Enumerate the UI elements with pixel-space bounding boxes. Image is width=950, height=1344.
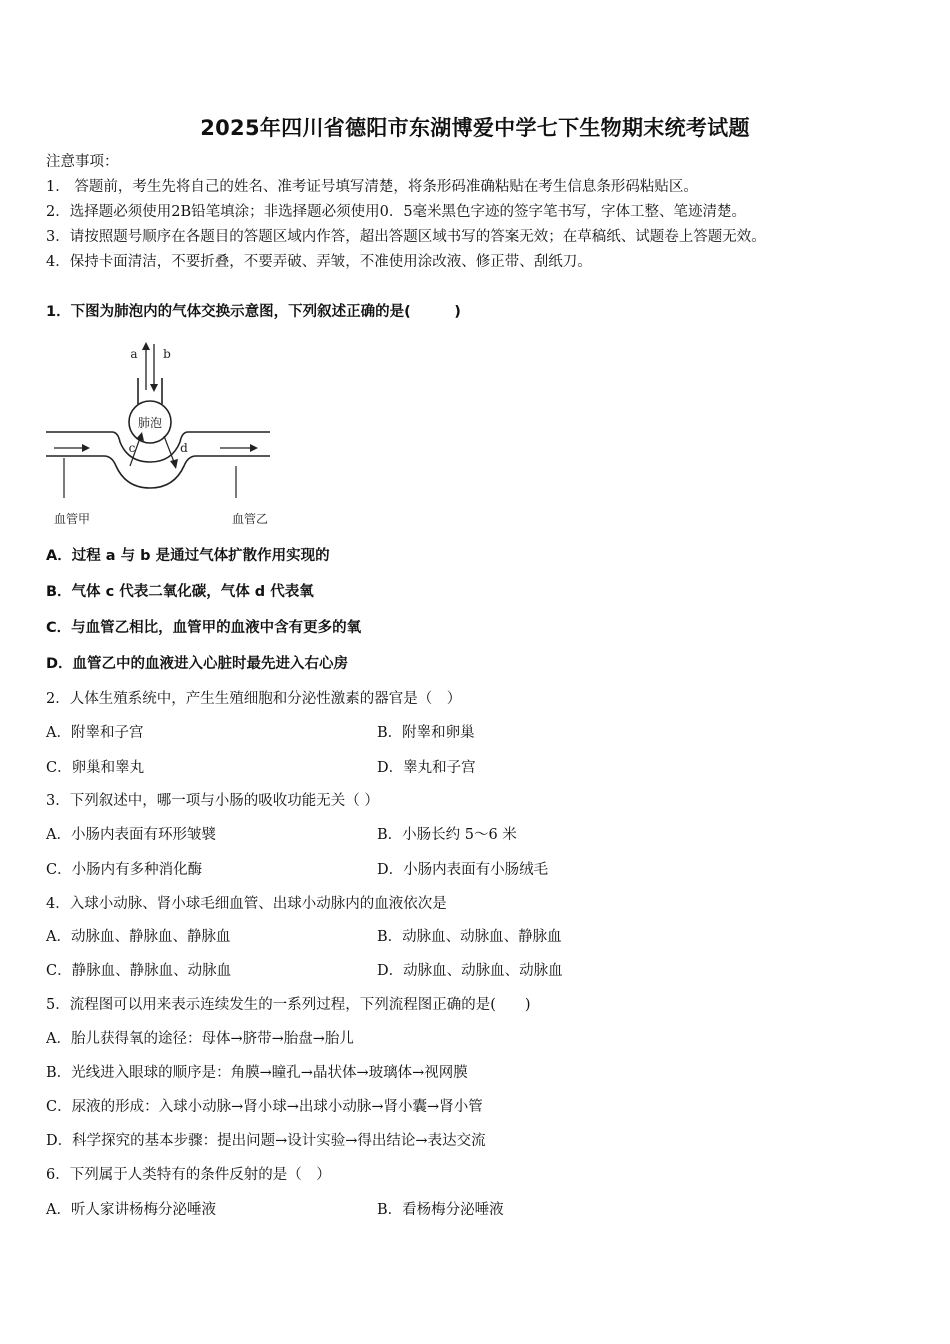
question-6-option-b: B．看杨梅分泌唾液 [377, 1202, 504, 1218]
question-1-option-b: B．气体 c 代表二氧化碳，气体 d 代表氧 [46, 584, 314, 600]
notice-item: 3．请按照题号顺序在各题目的答题区域内作答，超出答题区域书写的答案无效；在草稿纸、试题卷上答题无效。 [46, 229, 766, 245]
question-5-option-d: D．科学探究的基本步骤：提出问题→设计实验→得出结论→表达交流 [46, 1133, 486, 1149]
question-6-stem: 6．下列属于人类特有的条件反射的是（ ） [46, 1167, 331, 1183]
question-4-option-c: C．静脉血、静脉血、动脉血 [46, 963, 232, 979]
question-5-option-c: C．尿液的形成：入球小动脉→肾小球→出球小动脉→肾小囊→肾小管 [46, 1099, 483, 1115]
page-title: 2025年四川省德阳市东湖博爱中学七下生物期末统考试题 [200, 116, 750, 140]
label-b: b [163, 347, 171, 361]
question-5-stem: 5．流程图可以用来表示连续发生的一系列过程，下列流程图正确的是( ) [46, 997, 531, 1013]
notice-item: 4．保持卡面清洁，不要折叠，不要弄破、弄皱，不准使用涂改液、修正带、刮纸刀。 [46, 254, 592, 270]
notice-heading: 注意事项： [46, 154, 119, 170]
question-2-option-d: D．睾丸和子宫 [377, 760, 476, 776]
flow-arrow-right-head [250, 444, 258, 452]
notice-item: 1． 答题前，考生先将自己的姓名、准考证号填写清楚，将条形码准确粘贴在考生信息条形码粘贴区。 [46, 179, 698, 195]
question-4-stem: 4．入球小动脉、肾小球毛细血管、出球小动脉内的血液依次是 [46, 896, 447, 912]
flow-arrow-left-head [82, 444, 90, 452]
vessel-b-label: 血管乙 [231, 512, 269, 526]
arrow-c-head [136, 432, 144, 441]
question-3-option-b: B．小肠长约 5～6 米 [377, 827, 517, 843]
question-4-option-b: B．动脉血、动脉血、静脉血 [377, 929, 562, 945]
question-5-option-a: A．胎儿获得氧的途径：母体→脐带→胎盘→胎儿 [46, 1031, 354, 1047]
vessel-upper-wall [46, 432, 270, 462]
question-3-option-c: C．小肠内有多种消化酶 [46, 862, 203, 878]
notice-item: 2．选择题必须使用2B铅笔填涂；非选择题必须使用0．5毫米黑色字迹的签字笔书写，字体工整、笔迹清楚。 [46, 204, 747, 220]
question-6-option-a: A．听人家讲杨梅分泌唾液 [46, 1202, 216, 1218]
alveolus-gas-exchange-diagram [46, 338, 274, 530]
arrow-b-head [150, 384, 158, 392]
question-1-option-c: C．与血管乙相比，血管甲的血液中含有更多的氧 [46, 620, 362, 636]
question-4-option-a: A．动脉血、静脉血、静脉血 [46, 929, 231, 945]
question-2-option-c: C．卵巢和睾丸 [46, 760, 145, 776]
question-1-stem: 1．下图为肺泡内的气体交换示意图，下列叙述正确的是( ) [46, 304, 461, 320]
question-1-option-a: A．过程 a 与 b 是通过气体扩散作用实现的 [46, 548, 330, 564]
question-2-stem: 2．人体生殖系统中，产生生殖细胞和分泌性激素的器官是（ ） [46, 691, 462, 707]
question-5-option-b: B．光线进入眼球的顺序是：角膜→瞳孔→晶状体→玻璃体→视网膜 [46, 1065, 468, 1081]
question-2-option-a: A．附睾和子宫 [46, 725, 144, 741]
arrow-d-head [170, 459, 178, 469]
label-a: a [130, 347, 138, 361]
vessel-a-label: 血管甲 [53, 512, 91, 526]
question-4-option-d: D．动脉血、动脉血、动脉血 [377, 963, 563, 979]
question-2-option-b: B．附睾和卵巢 [377, 725, 475, 741]
question-3-stem: 3．下列叙述中，哪一项与小肠的吸收功能无关（ ） [46, 793, 379, 809]
question-3-option-d: D．小肠内表面有小肠绒毛 [377, 862, 549, 878]
label-d: d [180, 441, 188, 455]
question-3-option-a: A．小肠内表面有环形皱襞 [46, 827, 216, 843]
alveolus-label: 肺泡 [137, 416, 163, 430]
label-c: c [128, 441, 136, 455]
arrow-a-head [142, 342, 150, 350]
question-1-option-d: D．血管乙中的血液进入心脏时最先进入右心房 [46, 656, 349, 672]
